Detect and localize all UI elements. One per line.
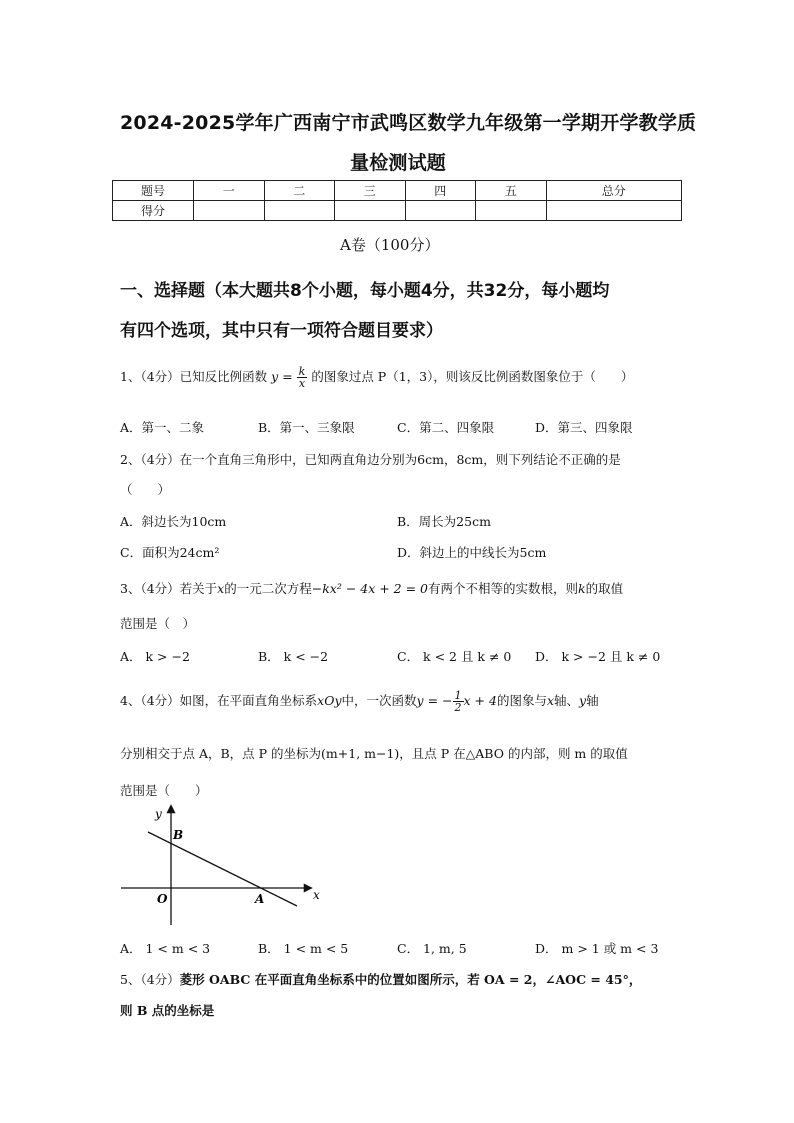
q4-coordinate-figure (115, 800, 325, 930)
question-5-line-1 (120, 970, 641, 988)
score-cell[interactable] (194, 201, 265, 221)
q2-option-b[interactable]: B．周长为25cm (397, 514, 491, 529)
question-5-prefix: 5、（4分） (120, 972, 180, 987)
fraction-denominator: 2 (454, 701, 462, 714)
q1-option-c[interactable]: C．第二、四象限 (397, 420, 495, 435)
score-table-score-row (113, 201, 682, 221)
score-table-header-cell: 总分 (546, 181, 682, 201)
question-4-line-2: 分别相交于点 A，B，点 P 的坐标为(m+1, m−1)，且点 P 在△ABO 的内部，则 m 的取值 (120, 746, 628, 761)
q3-option-c[interactable]: C． k < 2 且 k ≠ 0 (397, 649, 512, 664)
score-cell[interactable] (476, 201, 547, 221)
question-1-y-eq: y = (271, 369, 293, 384)
question-4-mid: 中，一次函数 (341, 693, 417, 708)
question-5-body: 菱形 OABC 在平面直角坐标系中的位置如图所示，若 OA = 2，∠AOC = 45°， (179, 972, 642, 987)
question-3-var-x: x (217, 581, 225, 596)
question-3-line-1 (120, 579, 623, 597)
point-b-label: B (173, 828, 184, 842)
q2-option-d[interactable]: D．斜边上的中线长为5cm (397, 545, 547, 560)
q1-option-d[interactable]: D．第三、四象限 (535, 420, 633, 435)
q4-option-c[interactable]: C． 1, m, 5 (397, 941, 467, 956)
score-cell[interactable] (335, 201, 406, 221)
origin-o-label: O (157, 892, 168, 906)
score-table (112, 180, 682, 221)
question-3-suffix: 有两个不相等的实数根，则 (428, 581, 579, 596)
fraction-numerator: 1 (454, 689, 462, 702)
q4-option-a[interactable]: A． 1 < m < 3 (120, 941, 211, 956)
question-2-line-1: 2、（4分）在一个直角三角形中，已知两直角边分别为6cm，8cm，则下列结论不正确的是 (120, 452, 621, 467)
question-1-fraction (297, 366, 308, 389)
score-cell[interactable] (546, 201, 682, 221)
question-4-suffix-2: 轴、 (554, 693, 580, 708)
q3-option-b[interactable]: B． k < −2 (258, 649, 329, 664)
score-cell[interactable] (264, 201, 335, 221)
q1-option-b[interactable]: B．第一、三象限 (258, 420, 355, 435)
score-cell[interactable] (405, 201, 476, 221)
question-2-line-2: （ ） (120, 482, 171, 497)
question-1 (120, 366, 633, 389)
question-5-line-2: 则 B 点的坐标是 (120, 1003, 215, 1018)
score-table-row-label: 得分 (113, 201, 194, 221)
title-line-1: 2024-2025学年广西南宁市武鸣区数学九年级第一学期开学教学质 (120, 112, 697, 134)
question-4-x-axis: x (546, 693, 555, 708)
x-axis-label: x (313, 888, 320, 902)
score-table-header-cell: 一 (194, 181, 265, 201)
question-4-prefix: 4、（4分）如图，在平面直角坐标系 (120, 693, 318, 708)
point-a-label: A (255, 892, 265, 906)
q3-option-d[interactable]: D． k > −2 且 k ≠ 0 (535, 649, 661, 664)
score-table-header-cell: 二 (264, 181, 335, 201)
question-3-mid: 的一元二次方程 (224, 581, 312, 596)
score-table-header-cell: 题号 (113, 181, 194, 201)
score-table-header-cell: 四 (405, 181, 476, 201)
score-table-header-row (113, 181, 682, 201)
title-line-2: 量检测试题 (350, 152, 447, 174)
question-4-coord: xOy (317, 693, 342, 708)
question-3-suffix-2: 的取值 (585, 581, 624, 596)
q3-option-a[interactable]: A． k > −2 (120, 649, 190, 664)
question-4-y-eq: y = − (416, 693, 453, 708)
fraction-denominator: x (298, 377, 306, 390)
section-1-heading-line-1: 一、选择题（本大题共8个小题，每小题4分，共32分，每小题均 (120, 281, 610, 301)
question-3-line-2: 范围是（ ） (120, 616, 196, 631)
question-4-line-3: 范围是（ ） (120, 783, 208, 798)
fraction-numerator: k (298, 365, 306, 378)
q2-option-c[interactable]: C．面积为24cm² (120, 545, 220, 560)
question-4-line-1 (120, 690, 599, 713)
q4-option-d[interactable]: D． m > 1 或 m < 3 (535, 941, 659, 956)
paper-part-heading: A卷（100分） (340, 236, 440, 254)
score-table-header-cell: 五 (476, 181, 547, 201)
question-3-equation: −kx² − 4x + 2 = 0 (311, 581, 429, 596)
question-4-suffix: 的图象与 (496, 693, 547, 708)
question-4-fraction (453, 690, 464, 713)
q1-option-a[interactable]: A．第一、二象 (120, 420, 205, 435)
question-4-y-axis: y (579, 693, 587, 708)
question-4-suffix-3: 轴 (586, 693, 599, 708)
q2-option-a[interactable]: A．斜边长为10cm (120, 514, 227, 529)
section-1-heading-line-2: 有四个选项，其中只有一项符合题目要求） (120, 321, 443, 341)
score-table-header-cell: 三 (335, 181, 406, 201)
question-4-tail: x + 4 (463, 693, 497, 708)
question-3-prefix: 3、（4分）若关于 (120, 581, 218, 596)
question-1-prefix: 1、（4分）已知反比例函数 (120, 369, 268, 384)
q4-option-b[interactable]: B． 1 < m < 5 (258, 941, 349, 956)
question-1-suffix: 的图象过点 P（1，3），则该反比例函数图象位于（ ） (311, 369, 634, 384)
y-axis-label: y (155, 807, 162, 821)
question-3-var-k: k (578, 581, 586, 596)
